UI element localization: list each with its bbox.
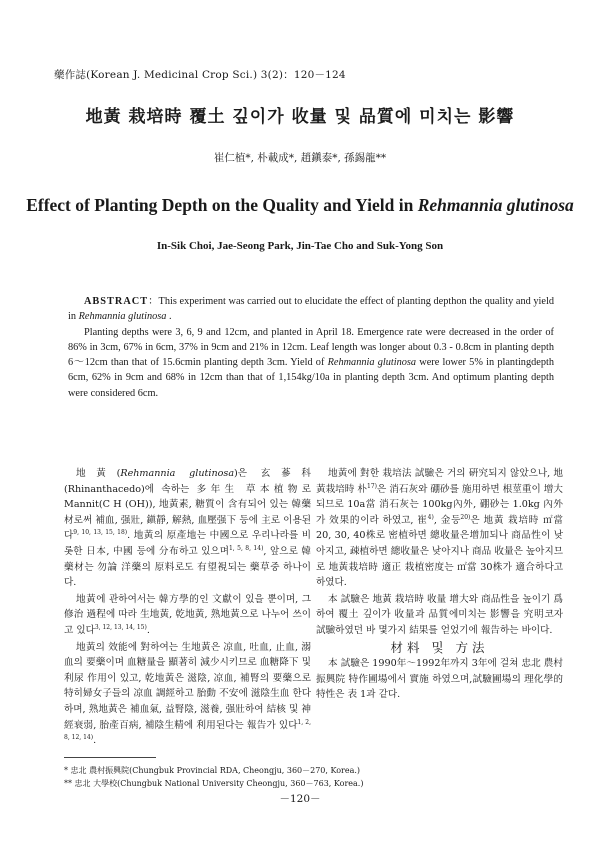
footnote-affiliation-1: * 忠北 農村振興院(Chungbuk Provincial RDA, Cheongju, 360－270, Korea.) xyxy=(64,766,361,775)
body-paragraph xyxy=(316,466,563,591)
body-text: 地黃에 對한 栽培法 試驗은 거의 硏究되지 않았으나, 地黃栽培時 朴 xyxy=(316,468,563,495)
body-text: 은 地黃 栽培時 ㎡當 20, 30, 40株로 密植하면 總收量은增加되나 商品性이 낮아지고, 疎植하면 總收量은 낮아지나 商品 收量은 높아지므로 地黃栽培時 適正 栽植密度는 ㎡當 30株가 適合하다고 하였다. xyxy=(316,514,563,589)
citation: 1, 2, 8, 12, 14) xyxy=(64,718,311,741)
body-column-left xyxy=(64,466,311,750)
abstract-text: ：This experiment was carried out to elucidate the effect of planting depthon the quality and yield in xyxy=(68,296,554,323)
body-text: . xyxy=(146,624,150,636)
abstract-label: ABSTRACT xyxy=(84,296,149,307)
body-paragraph: 本 試驗은 1990年～1992年까지 3年에 걸쳐 忠北 農村振興院 特作圃場에서 實施 하였으며,試驗圃場의 理化學的 特性은 表 1과 같다. xyxy=(316,658,563,701)
body-text: 은 消石灰와 硼砂를 施用하면 根莖重이 增大되므로 10a當 消石灰는 100kg內外, 硼砂는 1.0kg 內外가 效果的이라 하였고, 崔 xyxy=(316,483,563,526)
english-title xyxy=(0,195,600,216)
citation: 4) xyxy=(427,513,434,521)
citation: 3, 12, 13, 14, 15) xyxy=(94,623,147,631)
abstract-text: were lower 5% in plantingdepth 6cm, 62% in 9cm and 68% in 12cm than that of 1,154kg/10a in planting depth 3cm. And optimum planting depth were considered 6cm. xyxy=(68,357,554,399)
footnotes xyxy=(64,765,363,790)
korean-title: 地黃 栽培時 覆土 깊이가 收量 및 品質에 미치는 影響 xyxy=(85,107,515,127)
body-column-right xyxy=(316,466,563,704)
footnote-divider xyxy=(64,757,156,758)
page-number: －120－ xyxy=(279,793,321,805)
body-text: , 앞으로 韓藥材는 勿論 洋藥의 原料로도 有望視되는 藥草중 하나이다. xyxy=(64,545,312,589)
english-title-prefix: Effect of Planting Depth on the Quality and Yield in xyxy=(26,195,418,215)
body-paragraph xyxy=(64,640,311,749)
species-name: Rehmannia glutinosa xyxy=(120,468,235,479)
body-text: . xyxy=(93,735,97,747)
abstract-text: . xyxy=(166,311,172,323)
abstract-text: Planting depths were 3, 6, 9 and 12cm, and planted in April 18. Emergence rate were decreased in the order of 86% in 3cm, 67% in 6cm, 37% in 9cm and 21% in 12cm. Leaf length was longer about 0.3 - 0.8cm in planting depth 6～12cm than that of 15.6cmin planting depth 3cm. Yield of xyxy=(68,326,554,369)
body-paragraph: 本 試驗은 地黃 栽培時 收量 增大와 商品性을 높이기 爲하여 覆土 깊이가 收量과 品質에미치는 影響을 究明코자 試驗하였던 바 몇가지 結果를 얻었기에 報告하는 바이다. xyxy=(316,593,563,636)
section-heading: 材料 및 方法 xyxy=(390,639,489,655)
body-text: 地黃의 效能에 對하여는 生地黃은 凉血, 吐血, 止血, 溺血의 要藥이며 血糖量을 顯著히 減少시키므로 血糖降下 및 利尿 作用이 있고, 乾地黃은 滋陰, 凉血, 補腎의 要藥으로 特히婦女子들의 凉血 調經하고 胎動 不安에 滋陰生血 한다 하며, 熟地黃은 補血氣, 益腎陰, 滋養, 强壯하여 結核 및 神經衰弱, 胎產百病, 補陰生精에 利用된다는 報告가 있다 xyxy=(64,641,311,731)
body-text: 地黃( xyxy=(76,468,121,479)
footnote-affiliation-2: ** 忠北 大學校(Chungbuk National University Cheongju, 360－763, Korea.) xyxy=(64,778,364,788)
body-paragraph xyxy=(64,466,311,591)
citation: 17) xyxy=(367,482,378,490)
english-authors: In-Sik Choi, Jae-Seong Park, Jin-Tae Cho and Suk-Yong Son xyxy=(156,240,444,252)
abstract-species: Rehmannia glutinosa xyxy=(327,357,417,369)
citation: 1, 5, 8, 14) xyxy=(228,544,264,552)
citation: 20) xyxy=(460,513,471,521)
body-text: )은 玄蔘科(Rhinanthacedo)에 속하는 多年生 草本植物로 Mannit(C H (OH)), 地黃素, 糖質이 含有되어 있는 韓藥材로써 補血, 强壯, 鎭靜, 解熱, 血壓强下 등에 主로 이용된다 xyxy=(64,468,311,542)
abstract xyxy=(68,294,554,401)
english-title-species: Rehmannia glutinosa xyxy=(417,195,574,215)
citation: 9, 10, 13, 15, 18) xyxy=(73,529,128,537)
abstract-paragraph-1 xyxy=(68,294,554,325)
body-text: . 地黃의 原產地는 中國으로 우리나라를 비롯한 日本, 中國 등에 分布하고 있으며 xyxy=(64,530,311,557)
korean-authors: 崔仁植*, 朴載成*, 趙鎭泰*, 孫錫龍** xyxy=(213,152,387,164)
body-text: , 金등 xyxy=(433,514,461,526)
journal-header: 藥作誌(Korean J. Medicinal Crop Sci.) 3(2)：120－124 xyxy=(54,69,346,81)
abstract-paragraph-2 xyxy=(68,325,554,401)
abstract-species: Rehmannia glutinosa xyxy=(78,311,167,323)
body-paragraph xyxy=(64,592,311,639)
body-text: 地黃에 관하여서는 韓方學的인 文獻이 있을 뿐이며, 그 修治 過程에 따라 生地黃, 乾地黃, 熟地黃으로 나누어 쓰이고 있다 xyxy=(64,593,311,636)
